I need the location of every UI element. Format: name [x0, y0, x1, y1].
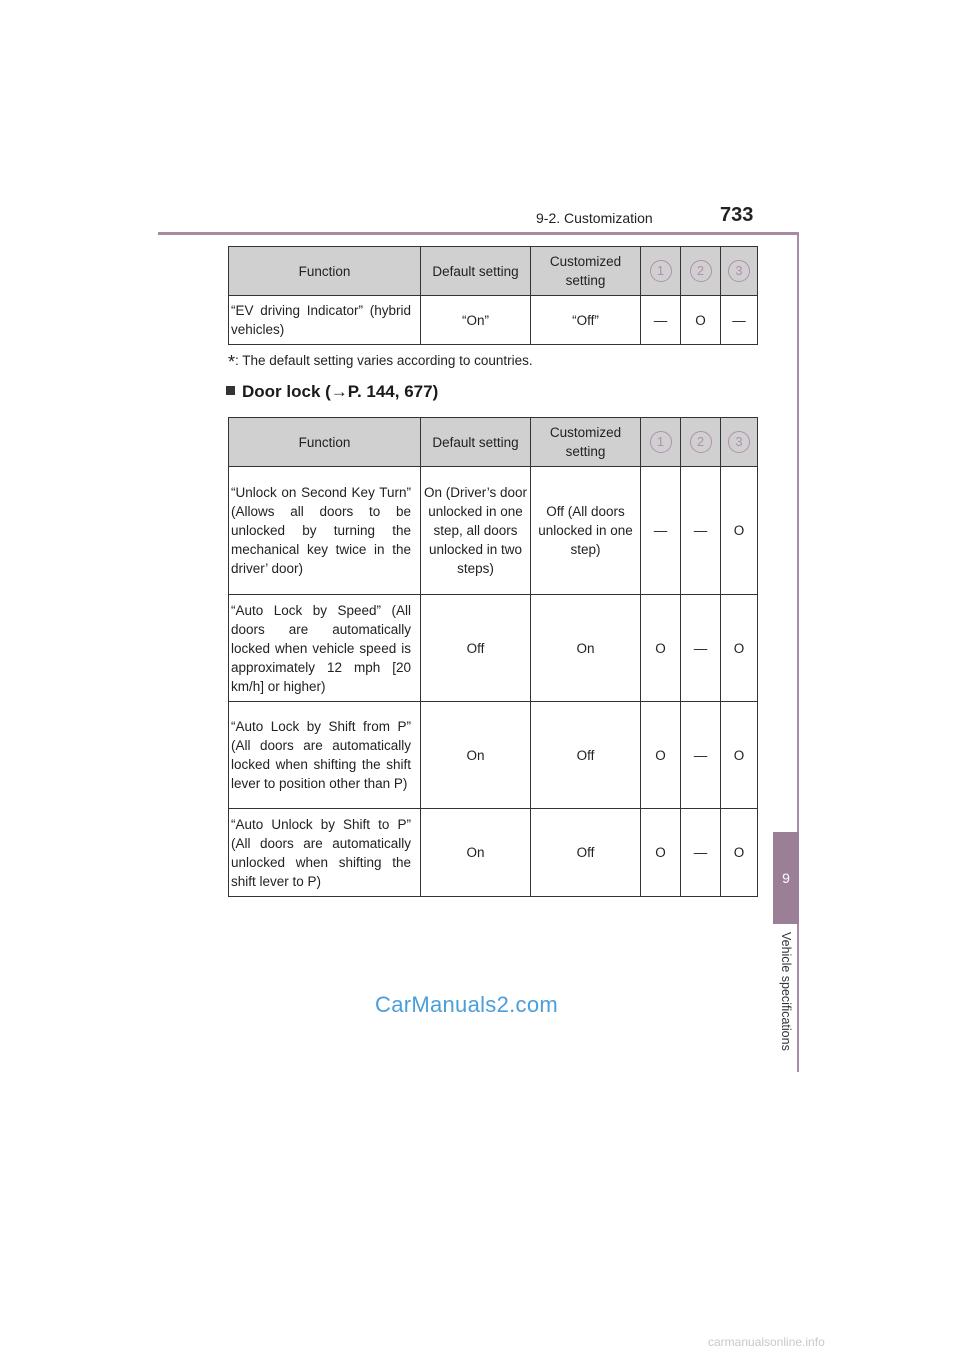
- table-header-row: [229, 418, 758, 467]
- table-row: [229, 296, 758, 345]
- section-title: Door lock (: [242, 382, 331, 401]
- col-default: Default setting: [421, 418, 531, 467]
- col-1: [641, 247, 681, 296]
- cell-2: —: [681, 595, 721, 702]
- side-rule: [797, 232, 799, 1072]
- door-lock-table: [228, 417, 758, 897]
- running-header-section: 9-2. Customization: [536, 210, 653, 226]
- watermark-carmanualsonline: carmanualsonline.info: [708, 1335, 825, 1349]
- number-1-icon: 1: [650, 260, 672, 282]
- chapter-tab: 9: [773, 832, 799, 924]
- cell-1: —: [641, 467, 681, 595]
- watermark-carmanuals2: CarManuals2.com: [375, 992, 559, 1017]
- col-function: Function: [229, 247, 421, 296]
- cell-default: Off: [421, 595, 531, 702]
- footnote: [228, 352, 533, 373]
- chapter-label: Vehicle specifications: [779, 932, 793, 1051]
- col-function: Function: [229, 418, 421, 467]
- table-row: [229, 595, 758, 702]
- cell-1: O: [641, 809, 681, 897]
- col-default: Default setting: [421, 247, 531, 296]
- cell-1: O: [641, 702, 681, 809]
- number-2-icon: 2: [690, 260, 712, 282]
- cell-default: On (Driver’s door unlocked in one step, all doors unlocked in two steps): [421, 467, 531, 595]
- cell-function: “Auto Lock by Speed” (All doors are automatically locked when vehicle speed is approximately 12 mph [20 km/h] or higher): [229, 595, 421, 702]
- cell-3: —: [721, 296, 758, 345]
- cell-3: O: [721, 702, 758, 809]
- col-3: [721, 418, 758, 467]
- cell-default: “On”: [421, 296, 531, 345]
- section-ref: P. 144, 677): [347, 382, 439, 401]
- col-customized: Customized setting: [531, 247, 641, 296]
- col-3: [721, 247, 758, 296]
- cell-customized: Off: [531, 702, 641, 809]
- cell-default: On: [421, 809, 531, 897]
- section-heading: [226, 382, 438, 402]
- cell-1: —: [641, 296, 681, 345]
- header-rule: [158, 232, 798, 235]
- cell-customized: Off: [531, 809, 641, 897]
- number-1-icon: 1: [650, 431, 672, 453]
- cell-customized: On: [531, 595, 641, 702]
- col-customized: Customized setting: [531, 418, 641, 467]
- cell-3: O: [721, 467, 758, 595]
- cell-3: O: [721, 809, 758, 897]
- footnote-mark: *: [228, 352, 236, 372]
- col-2: [681, 418, 721, 467]
- cell-function: “Unlock on Second Key Turn” (Allows all doors to be unlocked by turning the mechanical key twice in the driver’ door): [229, 467, 421, 595]
- cell-customized: Off (All doors unlocked in one step): [531, 467, 641, 595]
- col-1: [641, 418, 681, 467]
- cell-function: “Auto Unlock by Shift to P” (All doors are automatically unlocked when shifting the shift lever to P): [229, 809, 421, 897]
- cell-2: —: [681, 467, 721, 595]
- number-3-icon: 3: [728, 431, 750, 453]
- cell-function: “EV driving Indicator” (hybrid vehicles): [229, 296, 421, 345]
- ev-indicator-table: [228, 246, 758, 345]
- cell-2: O: [681, 296, 721, 345]
- number-2-icon: 2: [690, 431, 712, 453]
- cell-3: O: [721, 595, 758, 702]
- cell-2: —: [681, 702, 721, 809]
- arrow-icon: →: [330, 382, 348, 401]
- cell-function: “Auto Lock by Shift from P” (All doors are automatically locked when shifting the shift lever to position other than P): [229, 702, 421, 809]
- square-bullet-icon: [226, 386, 235, 395]
- col-2: [681, 247, 721, 296]
- table-header-row: [229, 247, 758, 296]
- table-row: [229, 702, 758, 809]
- cell-1: O: [641, 595, 681, 702]
- cell-2: —: [681, 809, 721, 897]
- table-row: [229, 467, 758, 595]
- number-3-icon: 3: [728, 260, 750, 282]
- cell-default: On: [421, 702, 531, 809]
- cell-customized: “Off”: [531, 296, 641, 345]
- page-number: 733: [720, 204, 754, 226]
- footnote-text: : The default setting varies according to countries.: [235, 353, 533, 368]
- table-row: [229, 809, 758, 897]
